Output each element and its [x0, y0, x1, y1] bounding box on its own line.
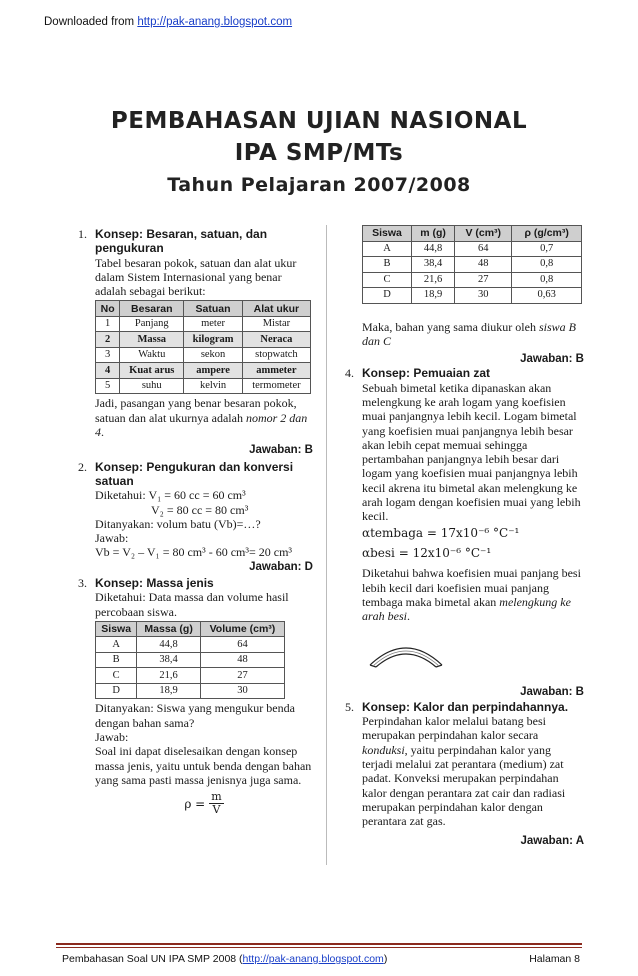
table-cell: 30: [200, 683, 284, 699]
table-header-cell: Massa (g): [137, 621, 201, 637]
table-cell: 18,9: [411, 288, 454, 304]
table-cell: 30: [455, 288, 512, 304]
table-cell: A: [363, 241, 412, 257]
q2-asked: Ditanyakan: volum batu (Vb)=…?: [95, 516, 261, 531]
source-link[interactable]: http://pak-anang.blogspot.com: [137, 16, 293, 28]
question-2: 2. Konsep: Pengukuran dan konversi satuan Diketahui: V₁ = 60 cc = 60 cm³ V₂ = 80 cc = 80 cm³ Ditanyakan: volum batu (Vb)=…? Jawab: Vb = V₂ – V₁ = 80 cm³ - 60 cm³= 20 cm³ Jawaban: D: [78, 459, 313, 573]
table-cell: Massa: [120, 332, 184, 348]
q2-answer: Jawaban: D: [249, 560, 313, 573]
table-cell: meter: [184, 316, 243, 332]
page-title-line3: Tahun Pelajaran 2007/2008: [167, 174, 471, 196]
table-cell: 44,8: [411, 241, 454, 257]
table-header-cell: Siswa: [96, 621, 137, 637]
q3-answer: Jawaban: B: [520, 353, 584, 366]
table-row: [96, 363, 311, 379]
q3-table: [95, 621, 285, 700]
table-cell: 64: [455, 241, 512, 257]
table-row: [96, 683, 285, 699]
table-cell: Neraca: [242, 332, 310, 348]
table-cell: ampere: [184, 363, 243, 379]
q2-heading: Konsep: Pengukuran dan konversi satuan: [95, 459, 294, 488]
q5-answer: Jawaban: A: [520, 835, 584, 848]
table-row: [96, 652, 285, 668]
table-cell: 4: [96, 363, 120, 379]
table-header-cell: Satuan: [184, 301, 243, 317]
table-header-cell: Alat ukur: [242, 301, 310, 317]
q2-known1: Diketahui: V₁ = 60 cc = 60 cm³: [95, 488, 246, 503]
footer-rule-thin: [56, 947, 582, 948]
table-cell: 21,6: [411, 272, 454, 288]
table-row: [96, 301, 311, 317]
table-cell: 21,6: [137, 668, 201, 684]
q5-heading: Konsep: Kalor dan perpindahannya.: [362, 699, 569, 714]
table-cell: 5: [96, 378, 120, 394]
table-cell: B: [96, 652, 137, 668]
table-cell: Kuat arus: [120, 363, 184, 379]
table-cell: 27: [200, 668, 284, 684]
table-row: [96, 378, 311, 394]
right-column: [345, 225, 584, 849]
table-cell: kilogram: [184, 332, 243, 348]
table-cell: A: [96, 637, 137, 653]
table-row: [96, 668, 285, 684]
table-cell: ammeter: [242, 363, 310, 379]
table-cell: 44,8: [137, 637, 201, 653]
table-header-cell: Volume (cm³): [200, 621, 284, 637]
q4-text: Sebuah bimetal ketika dipanaskan akan melengkung ke arah logam yang koefisien muai panjangnya lebih kecil. Logam bimetal yang koefisien muai panjangnya lebih besar akan lebih cepat memuai sehingga pertambahan panjangnya lebih besar dari logam yang koefisien muai panjangnya lebih kecil akrena itu bimetal akan melengkung ke arah logam dengan koefisien muai yang lebih kecil.: [362, 380, 581, 524]
table-cell: 3: [96, 347, 120, 363]
q4-heading: Konsep: Pemuaian zat: [362, 366, 491, 381]
q3-heading: Konsep: Massa jenis: [95, 576, 214, 591]
left-column: [78, 227, 313, 817]
density-result-table: [362, 225, 582, 304]
table-header-cell: Besaran: [120, 301, 184, 317]
q5-text: Perpindahan kalor melalui batang besi merupakan perpindahan kalor secara konduksi, yaitu perpindahan kalor yang terjadi melalui zat perantara (medium) zat padat. Konveksi merupakan perpindahan kalor dengan perantara zat cair dan radiasi merupakan perpindahan kalor dengan perantara zat gas.: [362, 714, 566, 829]
alpha-copper: αtembaga = 17x10⁻⁶ °C⁻¹: [362, 525, 520, 540]
question-4: 4. Konsep: Pemuaian zat Sebuah bimetal ketika dipanaskan akan melengkung ke arah logam yang koefisien muai panjangnya lebih kecil. Logam bimetal yang koefisien muai panjangnya lebih besar akan lebih cepat memuai sehingga pertambahan panjangnya lebih besar dari logam yang koefisien muai panjangnya lebih kecil akrena itu bimetal akan melengkung ke arah logam dengan koefisien muai yang lebih kecil. αtembaga = 17x10⁻⁶ °C⁻¹ αbesi = 12x10⁻⁶ °C⁻¹ Diketahui bahwa koefisien muai panjang besi lebih kecil dari koefisien muai panjang tembaga maka bimetal akan melengkung ke arah besi. Jawaban: B: [345, 366, 584, 699]
table-cell: 48: [200, 652, 284, 668]
table-row: [363, 226, 582, 242]
q1-answer: Jawaban: B: [249, 444, 313, 457]
question-3: 3. Konsep: Massa jenis Diketahui: Data massa dan volume hasil percobaan siswa. Siswa Massa (g) Volume (cm³) A 44,8 64 B 38,4 48 C 21,6 27 D 18,9 30 Ditanyakan: Siswa yang mengukur benda dengan bahan sama? Jawab: Soal ini dapat diselesaikan dengan konsep massa jenis, yaitu untuk benda dengan bahan yang sama pasti massa jenisnya juga sama. ρ = $\frac{m}{V}$: [78, 576, 312, 817]
table-row: [363, 241, 582, 257]
q3-explain: Soal ini dapat diselesaikan dengan konsep massa jenis, yaitu untuk benda dengan bahan yang sama pasti massa jenisnya juga sama.: [95, 744, 312, 787]
alpha-iron: αbesi = 12x10⁻⁶ °C⁻¹: [362, 545, 492, 560]
q3-jawab: Jawab:: [95, 730, 129, 745]
table-cell: D: [363, 288, 412, 304]
table-cell: Panjang: [120, 316, 184, 332]
table-cell: kelvin: [184, 378, 243, 394]
table-cell: C: [96, 668, 137, 684]
table-cell: 27: [455, 272, 512, 288]
table-cell: Waktu: [120, 347, 184, 363]
table-cell: termometer: [242, 378, 310, 394]
table-cell: 0,8: [512, 272, 582, 288]
table-cell: 2: [96, 332, 120, 348]
table-cell: suhu: [120, 378, 184, 394]
q1-intro: Tabel besaran pokok, satuan dan alat ukur dalam Sistem Internasional yang benar adalah sebagai berikut:: [95, 255, 297, 299]
q2-calc: Vb = V₂ – V₁ = 80 cm³ - 60 cm³= 20 cm³: [95, 545, 293, 560]
table-cell: 0,8: [512, 257, 582, 273]
table-cell: B: [363, 257, 412, 273]
table-cell: 38,4: [411, 257, 454, 273]
table-header-cell: m (g): [411, 226, 454, 242]
page-number: Halaman 8: [529, 953, 580, 965]
page-footer: Pembahasan Soal UN IPA SMP 2008 (http://pak-anang.blogspot.com) Halaman 8: [62, 953, 580, 965]
table-row: [96, 332, 311, 348]
table-cell: 64: [200, 637, 284, 653]
table-cell: C: [363, 272, 412, 288]
table-header-cell: V (cm³): [455, 226, 512, 242]
download-source-line: Downloaded from http://pak-anang.blogspot.com: [44, 16, 293, 28]
q1-table: [95, 300, 311, 394]
table-row: [96, 316, 311, 332]
table-cell: Mistar: [242, 316, 310, 332]
table-row: [363, 257, 582, 273]
table-row: [96, 347, 311, 363]
table-cell: stopwatch: [242, 347, 310, 363]
density-formula: ρ = $\frac{m}{V}$: [184, 790, 222, 817]
footer-rule: [56, 943, 582, 945]
table-row: [363, 288, 582, 304]
table-header-cell: Siswa: [363, 226, 412, 242]
q2-jawab: Jawab:: [95, 531, 129, 546]
table-row: [96, 637, 285, 653]
table-cell: sekon: [184, 347, 243, 363]
table-header-cell: ρ (g/cm³): [512, 226, 582, 242]
table-cell: D: [96, 683, 137, 699]
question-1: 1. Konsep: Besaran, satuan, dan pengukuran Tabel besaran pokok, satuan dan alat ukur dalam Sistem Internasional yang benar adalah sebagai berikut: No Besaran Satuan Alat ukur 1 Panjang meter Mistar 2 Massa kilogram Neraca 3 Waktu sekon stopwatch 4 Kuat arus ampere ammeter 5 suhu kelvin termometer Jadi, pasangan yang benar besaran pokok, satuan dan alat ukurnya adalah nomor 2 dan 4. Jawaban: B: [78, 227, 313, 457]
table-cell: 18,9: [137, 683, 201, 699]
q1-heading: Konsep: Besaran, satuan, dan pengukuran: [95, 227, 268, 256]
table-row: [363, 272, 582, 288]
table-cell: 1: [96, 316, 120, 332]
q3-intro: Diketahui: Data massa dan volume hasil percobaan siswa.: [95, 590, 289, 619]
q1-conclusion: Jadi, pasangan yang benar besaran pokok, satuan dan alat ukurnya adalah nomor 2 dan 4.: [95, 396, 308, 440]
bimetal-strip-icon: [366, 633, 446, 669]
q2-known2: V₂ = 80 cc = 80 cm³: [151, 502, 249, 517]
table-row: [96, 621, 285, 637]
table-cell: 48: [455, 257, 512, 273]
q3-asked: Ditanyakan: Siswa yang mengukur benda dengan bahan sama?: [95, 701, 295, 730]
footer-link[interactable]: http://pak-anang.blogspot.com: [242, 953, 384, 965]
table-cell: 38,4: [137, 652, 201, 668]
table-cell: 0,7: [512, 241, 582, 257]
table-header-cell: No: [96, 301, 120, 317]
table-cell: 0,63: [512, 288, 582, 304]
page-title-line2: IPA SMP/MTs: [234, 140, 404, 166]
q3-conclusion: Maka, bahan yang sama diukur oleh siswa B dan C: [362, 319, 576, 348]
page-title-line1: PEMBAHASAN UJIAN NASIONAL: [110, 108, 528, 134]
q4-text2: Diketahui bahwa koefisien muai panjang besi lebih kecil dari koefisien muai panjang tembaga maka bimetal akan melengkung ke arah besi.: [362, 566, 581, 624]
q4-answer: Jawaban: B: [520, 686, 584, 699]
column-divider: [326, 225, 327, 865]
question-5: 5. Konsep: Kalor dan perpindahannya. Perpindahan kalor melalui batang besi merupakan perpindahan kalor secara konduksi, yaitu perpindahan kalor yang terjadi melalui zat perantara (medium) zat padat. Konveksi merupakan perpindahan kalor dengan perantara zat cair dan radiasi merupakan perpindahan kalor dengan perantara zat gas. Jawaban: A: [345, 699, 584, 848]
